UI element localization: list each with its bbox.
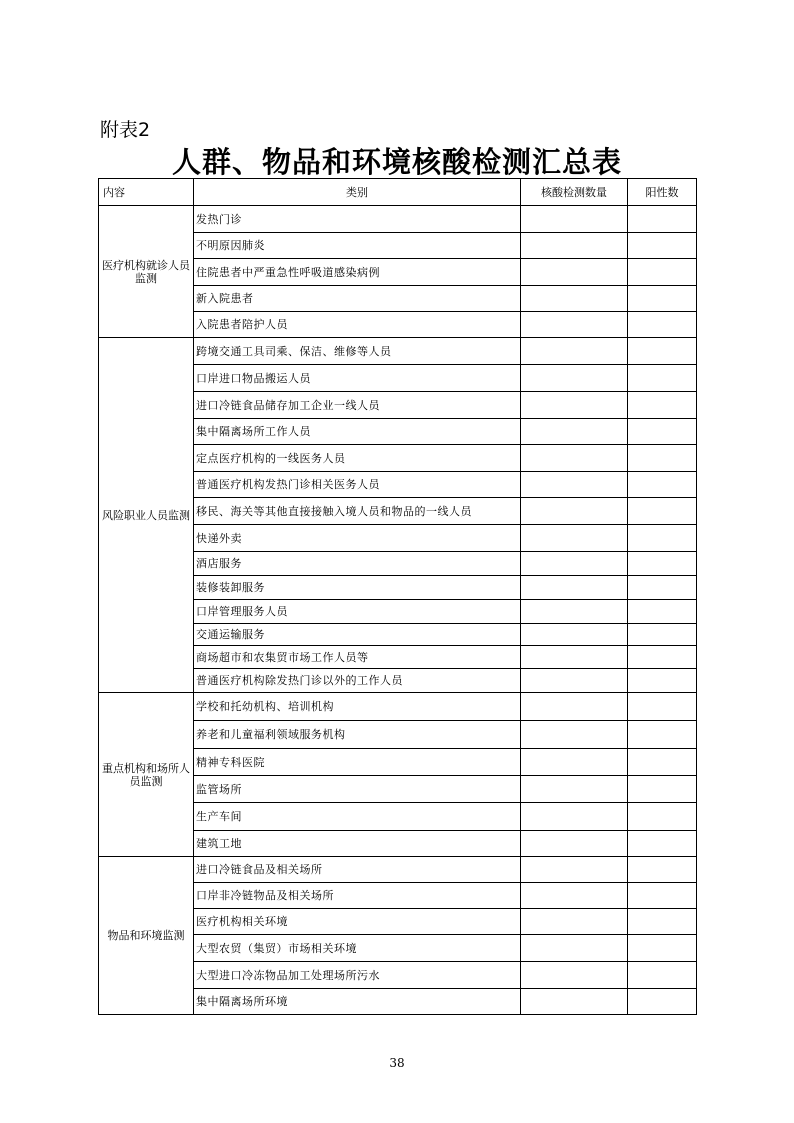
positive-count-cell[interactable]	[628, 206, 697, 233]
positive-count-cell[interactable]	[628, 669, 697, 693]
category-cell: 大型进口冷冻物品加工处理场所污水	[194, 962, 521, 989]
positive-count-cell[interactable]	[628, 445, 697, 472]
test-count-cell[interactable]	[521, 312, 628, 338]
positive-count-cell[interactable]	[628, 989, 697, 1015]
test-count-cell[interactable]	[521, 498, 628, 525]
header-test-count: 核酸检测数量	[521, 179, 628, 206]
test-count-cell[interactable]	[521, 600, 628, 624]
category-cell: 医疗机构相关环境	[194, 909, 521, 935]
positive-count-cell[interactable]	[628, 909, 697, 935]
test-count-cell[interactable]	[521, 338, 628, 365]
positive-count-cell[interactable]	[628, 803, 697, 831]
group-label: 医疗机构就诊人员监测	[99, 206, 194, 338]
category-cell: 养老和儿童福利领域服务机构	[194, 721, 521, 749]
test-count-cell[interactable]	[521, 962, 628, 989]
table-body	[99, 206, 697, 1015]
category-cell: 口岸进口物品搬运人员	[194, 365, 521, 392]
positive-count-cell[interactable]	[628, 962, 697, 989]
category-cell: 生产车间	[194, 803, 521, 831]
category-cell: 普通医疗机构发热门诊相关医务人员	[194, 472, 521, 498]
category-cell: 定点医疗机构的一线医务人员	[194, 445, 521, 472]
positive-count-cell[interactable]	[628, 498, 697, 525]
category-cell: 精神专科医院	[194, 749, 521, 776]
test-count-cell[interactable]	[521, 624, 628, 646]
test-count-cell[interactable]	[521, 883, 628, 909]
positive-count-cell[interactable]	[628, 472, 697, 498]
group-label: 物品和环境监测	[99, 857, 194, 1015]
table-row	[99, 693, 697, 721]
positive-count-cell[interactable]	[628, 259, 697, 286]
category-cell: 跨境交通工具司乘、保洁、维修等人员	[194, 338, 521, 365]
header-content: 内容	[99, 179, 194, 206]
category-cell: 建筑工地	[194, 831, 521, 857]
positive-count-cell[interactable]	[628, 721, 697, 749]
category-cell: 普通医疗机构除发热门诊以外的工作人员	[194, 669, 521, 693]
test-count-cell[interactable]	[521, 721, 628, 749]
test-count-cell[interactable]	[521, 803, 628, 831]
positive-count-cell[interactable]	[628, 312, 697, 338]
positive-count-cell[interactable]	[628, 233, 697, 259]
positive-count-cell[interactable]	[628, 749, 697, 776]
test-count-cell[interactable]	[521, 472, 628, 498]
positive-count-cell[interactable]	[628, 935, 697, 962]
positive-count-cell[interactable]	[628, 600, 697, 624]
test-count-cell[interactable]	[521, 831, 628, 857]
group-label: 重点机构和场所人员监测	[99, 693, 194, 857]
positive-count-cell[interactable]	[628, 857, 697, 883]
category-cell: 快递外卖	[194, 525, 521, 552]
category-cell: 入院患者陪护人员	[194, 312, 521, 338]
test-count-cell[interactable]	[521, 749, 628, 776]
positive-count-cell[interactable]	[628, 693, 697, 721]
positive-count-cell[interactable]	[628, 776, 697, 803]
group-label: 风险职业人员监测	[99, 338, 194, 693]
category-cell: 不明原因肺炎	[194, 233, 521, 259]
header-category: 类别	[194, 179, 521, 206]
category-cell: 集中隔离场所环境	[194, 989, 521, 1015]
positive-count-cell[interactable]	[628, 525, 697, 552]
category-cell: 进口冷链食品储存加工企业一线人员	[194, 392, 521, 419]
category-cell: 集中隔离场所工作人员	[194, 419, 521, 445]
category-cell: 装修装卸服务	[194, 576, 521, 600]
test-count-cell[interactable]	[521, 857, 628, 883]
category-cell: 酒店服务	[194, 552, 521, 576]
positive-count-cell[interactable]	[628, 624, 697, 646]
positive-count-cell[interactable]	[628, 392, 697, 419]
test-count-cell[interactable]	[521, 206, 628, 233]
category-cell: 发热门诊	[194, 206, 521, 233]
category-cell: 进口冷链食品及相关场所	[194, 857, 521, 883]
test-count-cell[interactable]	[521, 419, 628, 445]
category-cell: 移民、海关等其他直接接触入境人员和物品的一线人员	[194, 498, 521, 525]
annex-label: 附表2	[100, 119, 151, 141]
test-count-cell[interactable]	[521, 576, 628, 600]
page-number: 38	[389, 1056, 405, 1070]
category-cell: 商场超市和农集贸市场工作人员等	[194, 646, 521, 669]
positive-count-cell[interactable]	[628, 646, 697, 669]
test-count-cell[interactable]	[521, 909, 628, 935]
test-count-cell[interactable]	[521, 646, 628, 669]
category-cell: 交通运输服务	[194, 624, 521, 646]
category-cell: 大型农贸（集贸）市场相关环境	[194, 935, 521, 962]
test-count-cell[interactable]	[521, 935, 628, 962]
test-count-cell[interactable]	[521, 233, 628, 259]
test-count-cell[interactable]	[521, 286, 628, 312]
test-count-cell[interactable]	[521, 445, 628, 472]
category-cell: 学校和托幼机构、培训机构	[194, 693, 521, 721]
category-cell: 口岸非冷链物品及相关场所	[194, 883, 521, 909]
category-cell: 住院患者中严重急性呼吸道感染病例	[194, 259, 521, 286]
category-cell: 口岸管理服务人员	[194, 600, 521, 624]
test-count-cell[interactable]	[521, 259, 628, 286]
positive-count-cell[interactable]	[628, 552, 697, 576]
test-count-cell[interactable]	[521, 669, 628, 693]
header-positive-count: 阳性数	[628, 179, 697, 206]
positive-count-cell[interactable]	[628, 365, 697, 392]
test-count-cell[interactable]	[521, 525, 628, 552]
test-count-cell[interactable]	[521, 693, 628, 721]
category-cell: 新入院患者	[194, 286, 521, 312]
positive-count-cell[interactable]	[628, 419, 697, 445]
positive-count-cell[interactable]	[628, 286, 697, 312]
test-count-cell[interactable]	[521, 552, 628, 576]
table-row	[99, 206, 697, 233]
summary-table	[98, 178, 697, 1015]
test-count-cell[interactable]	[521, 776, 628, 803]
page-title: 人群、物品和环境核酸检测汇总表	[171, 145, 622, 179]
test-count-cell[interactable]	[521, 392, 628, 419]
positive-count-cell[interactable]	[628, 338, 697, 365]
header-row	[99, 179, 697, 206]
positive-count-cell[interactable]	[628, 883, 697, 909]
test-count-cell[interactable]	[521, 989, 628, 1015]
table-row	[99, 338, 697, 365]
test-count-cell[interactable]	[521, 365, 628, 392]
table-row	[99, 857, 697, 883]
positive-count-cell[interactable]	[628, 831, 697, 857]
positive-count-cell[interactable]	[628, 576, 697, 600]
category-cell: 监管场所	[194, 776, 521, 803]
